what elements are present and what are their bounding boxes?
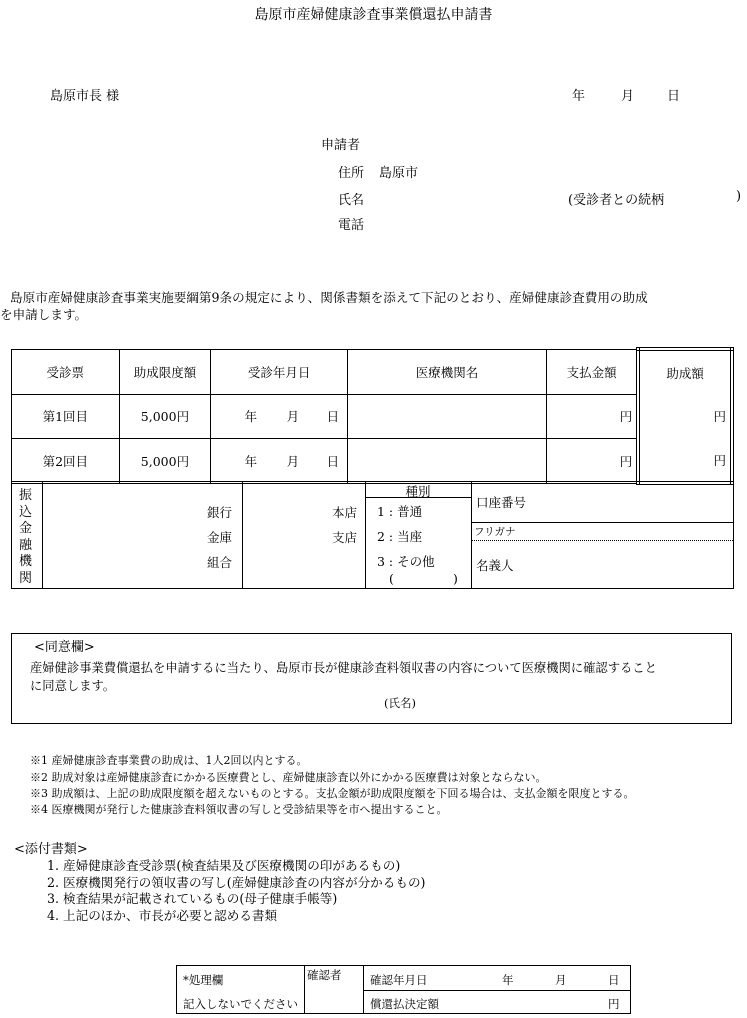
divider (471, 482, 472, 588)
confirmer-label: 確認者 (307, 968, 342, 982)
attachment-item-3: 3. 検査結果が記載されているもの(母子健康手帳等) (47, 891, 338, 906)
row-limit: 5,000円 (119, 394, 211, 438)
account-holder-field[interactable] (532, 542, 728, 586)
furigana-label: フリガナ (474, 526, 516, 538)
kind-option-current[interactable]: 2 : 当座 (377, 529, 423, 544)
header-grant: 助成額 (638, 349, 732, 394)
intro-line-2: を申請します。 (0, 307, 88, 322)
date-month: 月 (621, 89, 635, 104)
account-number-label: 口座番号 (476, 495, 527, 510)
addressee: 島原市長 様 (50, 89, 120, 104)
account-number-field[interactable] (532, 486, 728, 520)
attachments-heading: <添付書類> (14, 842, 88, 857)
row-limit: 5,000円 (119, 438, 211, 483)
kind-option-other[interactable]: 3 : その他 (377, 554, 435, 569)
claim-table (11, 347, 734, 485)
confirm-day: 日 (608, 973, 620, 987)
note-1: ※1 産婦健康診査事業費の助成は、1人2回以内とする。 (30, 754, 308, 767)
confirm-year: 年 (502, 973, 514, 987)
office-label-1: *処理欄 (183, 973, 224, 987)
consent-name-field[interactable] (432, 692, 712, 714)
divider (471, 522, 733, 523)
row-clinic-field[interactable] (347, 394, 546, 438)
row-grant-field[interactable]: 円 (638, 394, 732, 438)
branch-sub: 支店 (332, 530, 358, 545)
bank-type-union: 組合 (207, 555, 233, 570)
relation-close: ) (736, 189, 742, 204)
row-date-field[interactable]: 年 月 日 (211, 394, 348, 438)
consent-heading: <同意欄> (34, 640, 95, 655)
other-paren-close: ) (453, 571, 458, 586)
divider (42, 482, 43, 588)
header-date: 受診年月日 (211, 349, 348, 394)
other-paren-open: ( (389, 571, 394, 586)
bank-label: 振 込 金 融 機 関 (19, 488, 33, 586)
decision-label: 償還払決定額 (370, 997, 439, 1011)
consent-line-1: 産婦健診事業費償還払を申請するに当たり、島原市長が健康診査料領収書の内容について医療機関に確認すること (30, 661, 657, 675)
header-limit: 助成限度額 (119, 349, 211, 394)
row-clinic-field[interactable] (347, 438, 546, 483)
divider (471, 540, 733, 541)
header-ticket: 受診票 (12, 349, 120, 394)
divider (242, 482, 243, 588)
branch-main: 本店 (332, 505, 358, 520)
attachment-item-2: 2. 医療機関発行の領収書の写し(産婦健康診査の内容が分かるもの) (47, 875, 426, 890)
table-row (12, 394, 733, 438)
row-date-field[interactable]: 年 月 日 (211, 438, 348, 483)
row-grant-field[interactable]: 円 (638, 438, 732, 483)
office-label-2: 記入しないでください (183, 997, 298, 1011)
confirm-month: 月 (555, 973, 567, 987)
header-payment: 支払金額 (547, 349, 639, 394)
table-header-row (12, 349, 733, 394)
consent-name-label: (氏名) (384, 696, 416, 710)
bank-type-shinkin: 金庫 (207, 530, 233, 545)
office-use-box (176, 965, 631, 1014)
bank-section (11, 481, 734, 589)
row-label: 第2回目 (12, 438, 120, 483)
divider (365, 497, 471, 498)
row-payment-field[interactable]: 円 (547, 394, 639, 438)
note-2: ※2 助成対象は産婦健康診査にかかる医療費とし、産婦健康診査以外にかかる医療費は対象とならない。 (30, 771, 547, 784)
bank-type-bank: 銀行 (207, 505, 233, 520)
account-kind-label: 種別 (405, 484, 431, 499)
note-4: ※4 医療機関が発行した健康診査料領収書の写しと受診結果等を市へ提出すること。 (30, 803, 448, 816)
applicant-heading: 申請者 (321, 138, 361, 153)
phone-label: 電話 (338, 218, 365, 233)
account-holder-label: 名義人 (476, 558, 514, 573)
row-payment-field[interactable]: 円 (547, 438, 639, 483)
row-label: 第1回目 (12, 394, 120, 438)
relation-open: (受診者との続柄 (568, 193, 665, 208)
date-year: 年 (572, 89, 586, 104)
name-label: 氏名 (338, 193, 365, 208)
attachment-item-1: 1. 産婦健康診査受診票(検査結果及び医療機関の印があるもの) (47, 858, 401, 873)
consent-box (11, 633, 732, 724)
divider (363, 990, 630, 991)
address-value: 島原市 (379, 166, 419, 181)
address-label: 住所 (338, 166, 365, 181)
kind-option-ordinary[interactable]: 1 : 普通 (377, 504, 423, 519)
consent-line-2: に同意します。 (30, 679, 116, 693)
header-clinic: 医療機関名 (347, 349, 546, 394)
confirm-date-label: 確認年月日 (370, 973, 428, 987)
table-row (12, 438, 733, 483)
decision-yen: 円 (608, 997, 620, 1011)
page-title: 島原市産婦健康診査事業償還払申請書 (254, 7, 493, 23)
note-3: ※3 助成額は、上記の助成限度額を超えないものとする。支払金額が助成限度額を下回る場合は、支払金額を限度とする。 (30, 787, 635, 800)
attachment-item-4: 4. 上記のほか、市長が必要と認める書類 (47, 908, 278, 923)
date-day: 日 (667, 89, 681, 104)
divider (304, 966, 305, 1013)
intro-line-1: 島原市産婦健康診査事業実施要綱第9条の規定により、関係書類を添えて下記のとおり、産婦健康診査費用の助成 (10, 290, 648, 305)
